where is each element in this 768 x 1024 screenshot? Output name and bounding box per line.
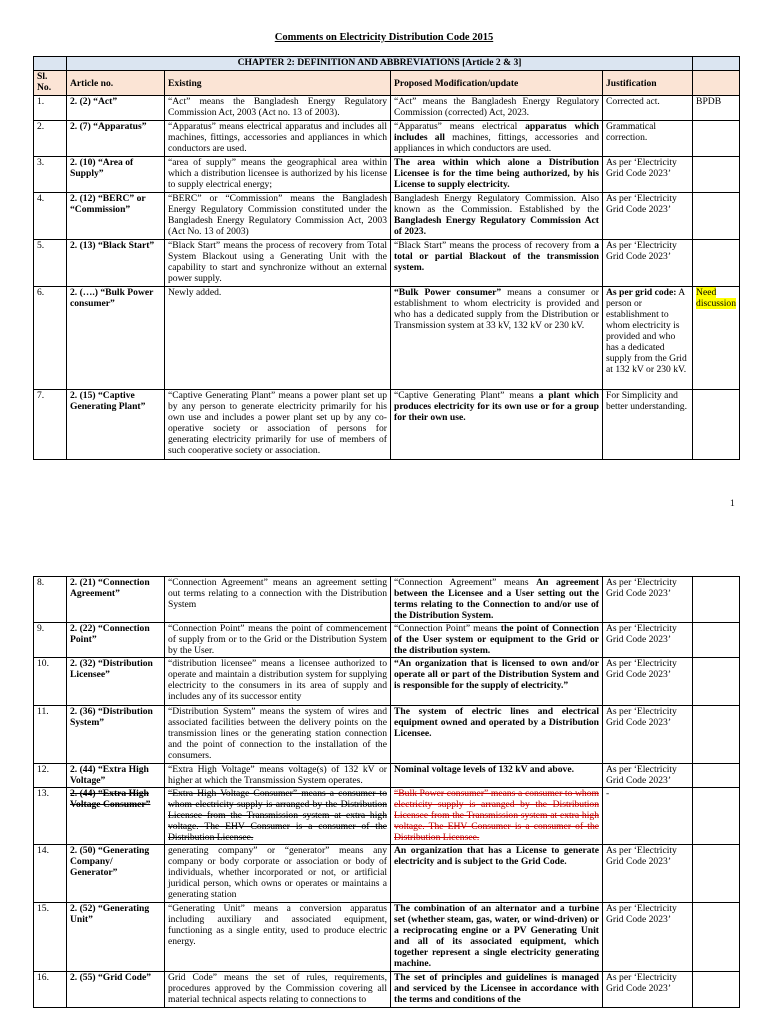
row-sl: 5. (34, 240, 67, 287)
row-proposed: “Bulk Power consumer” means a consumer or establishment to whom electricity is provided and who has a dedicated supply from the Distribution or Transmission system at 33 kV, 132 kV or 230 kV. (391, 287, 603, 390)
table-row (34, 193, 740, 240)
row-justification: As per ‘Electricity Grid Code 2023’ (603, 658, 693, 706)
row-justification: As per ‘Electricity Grid Code 2023’ (603, 623, 693, 658)
row-article: 2. (44) “Extra High Voltage Consumer” (67, 788, 165, 845)
row-remark (693, 287, 740, 390)
table-row (34, 706, 740, 764)
row-sl: 11. (34, 706, 67, 764)
table-row (34, 764, 740, 788)
header-existing: Existing (165, 71, 391, 96)
row-sl: 3. (34, 157, 67, 193)
row-justification: As per ‘Electricity Grid Code 2023’ (603, 903, 693, 972)
definitions-table-page-1 (33, 56, 740, 460)
row-proposed: “An organization that is licensed to own and/or operate all or part of the Distribution System and is responsible for the supply of electricity.” (391, 658, 603, 706)
row-proposed: Bangladesh Energy Regulatory Commission. Also known as the Commission. Established by the Bangladesh Energy Regulatory Commission Act of 2023. (391, 193, 603, 240)
row-article: 2. (13) “Black Start” (67, 240, 165, 287)
row-article: 2. (10) “Area of Supply” (67, 157, 165, 193)
row-proposed: “Act” means the Bangladesh Energy Regulatory Commission (corrected) Act, 2023. (391, 96, 603, 121)
definitions-table-page-2 (33, 576, 740, 1008)
row-existing: “Black Start” means the process of recovery from Total System Blackout using a Generating Unit with the capability to start and synchronize without an external power supply. (165, 240, 391, 287)
chapter-heading: CHAPTER 2: DEFINITION AND ABBREVIATIONS [Article 2 & 3] (67, 57, 693, 71)
row-justification: As per ‘Electricity Grid Code 2023’ (603, 157, 693, 193)
row-existing: “Extra High Voltage” means voltage(s) of 132 kV or higher at which the Transmission System operates. (165, 764, 391, 788)
need-discussion-highlight: Need discussion (696, 287, 737, 309)
row-justification: As per ‘Electricity Grid Code 2023’ (603, 240, 693, 287)
row-existing: “distribution licensee” means a licensee authorized to operate and maintain a distribution system for supplying electricity to the consumers in its area of supply and includes any of its successor entity (165, 658, 391, 706)
row-sl: 8. (34, 577, 67, 623)
table-row (34, 577, 740, 623)
row-sl: 14. (34, 845, 67, 903)
row-justification: As per grid code: A person or establishment to whom electricity is provided and who has a dedicated supply from the Grid at 132 kV or 230 kV. (603, 287, 693, 390)
table-row (34, 903, 740, 972)
row-proposed: The area within which alone a Distribution Licensee is for the time being authorized, by his License to supply electricity. (391, 157, 603, 193)
header-proposed: Proposed Modification/update (391, 71, 603, 96)
row-sl: 6. (34, 287, 67, 390)
row-justification: As per ‘Electricity Grid Code 2023’ (603, 193, 693, 240)
row-existing: “Act” means the Bangladesh Energy Regulatory Commission Act, 2003 (Act no. 13 of 2003). (165, 96, 391, 121)
row-article: 2. (50) “Generating Company/ Generator” (67, 845, 165, 903)
row-proposed: The set of principles and guidelines is managed and serviced by the Licensee in accordance with the terms and conditions of the (391, 972, 603, 1008)
row-justification: As per ‘Electricity Grid Code 2023’ (603, 577, 693, 623)
header-justification: Justification (603, 71, 693, 96)
row-existing: “Captive Generating Plant” means a power plant set up by any person to generate electricity primarily for his own use and includes a power plant set up by any co- operative society or association of persons for generating electricity primarily for use of members of such cooperative society or association. (165, 390, 391, 460)
row-existing: “Connection Point” means the point of commencement of supply from or to the Grid or the Distribution System by the User. (165, 623, 391, 658)
row-existing: “area of supply” means the geographical area within which a distribution licensee is authorized by his license to supply electrical energy; (165, 157, 391, 193)
row-proposed: “Bulk Power consumer” means a consumer to whom electricity supply is arranged by the Distribution Licensee from the Transmission system at extra high voltage. The EHV Consumer is a consumer of the Distribution Licensee. (391, 788, 603, 845)
row-sl: 1. (34, 96, 67, 121)
row-sl: 2. (34, 121, 67, 157)
table-row (34, 623, 740, 658)
table-row (34, 390, 740, 460)
table-row (34, 121, 740, 157)
row-article: 2. (52) “Generating Unit” (67, 903, 165, 972)
row-existing: “Distribution System” means the system of wires and associated facilities between the delivery points on the transmission lines or the generating station connection and the point of connection to the installation of the consumers. (165, 706, 391, 764)
row-existing: generating company” or “generator” means any company or body corporate or association or body of individuals, whether incorporated or not, or artificial juridical person, which owns or operates or maintains a generating station (165, 845, 391, 903)
row-article: 2. (21) “Connection Agreement” (67, 577, 165, 623)
row-article: 2. (32) “Distribution Licensee” (67, 658, 165, 706)
row-article: 2. (12) “BERC” or “Commission” (67, 193, 165, 240)
row-article: 2. (22) “Connection Point” (67, 623, 165, 658)
row-remark: BPDB (693, 96, 740, 121)
row-sl: 7. (34, 390, 67, 460)
table-row (34, 287, 740, 390)
row-sl: 9. (34, 623, 67, 658)
row-justification: As per ‘Electricity Grid Code 2023’ (603, 706, 693, 764)
row-sl: 10. (34, 658, 67, 706)
row-sl: 4. (34, 193, 67, 240)
row-existing: “Connection Agreement” means an agreement setting out terms relating to a connection with the Distribution System (165, 577, 391, 623)
row-justification: - (603, 788, 693, 845)
row-article: 2. (44) “Extra High Voltage” (67, 764, 165, 788)
row-proposed: The combination of an alternator and a turbine set (whether steam, gas, water, or wind-driven) or a reciprocating engine or a PV Generating Unit and all of its associated equipment, which together represent a single electricity generating machine. (391, 903, 603, 972)
row-sl: 13. (34, 788, 67, 845)
row-article: 2. (36) “Distribution System” (67, 706, 165, 764)
row-article: 2. (7) “Apparatus” (67, 121, 165, 157)
table-row (34, 240, 740, 287)
table-row (34, 96, 740, 121)
header-article: Article no. (67, 71, 165, 96)
row-sl: 16. (34, 972, 67, 1008)
row-justification: Grammatical correction. (603, 121, 693, 157)
table-row (34, 788, 740, 845)
row-existing: Newly added. (165, 287, 391, 390)
page-number: 1 (730, 499, 735, 509)
row-proposed: “Captive Generating Plant” means a plant which produces electricity for its own use or for a group for their own use. (391, 390, 603, 460)
document-title: Comments on Electricity Distribution Code 2015 (274, 32, 494, 43)
table-row (34, 157, 740, 193)
row-proposed: Nominal voltage levels of 132 kV and above. (391, 764, 603, 788)
row-sl: 12. (34, 764, 67, 788)
row-proposed: An organization that has a License to generate electricity and is subject to the Grid Code. (391, 845, 603, 903)
row-existing: “Apparatus” means electrical apparatus and includes all machines, fittings, accessories and appliances in which conductors are used. (165, 121, 391, 157)
header-sl: Sl. No. (34, 71, 67, 96)
table-row (34, 972, 740, 1008)
row-justification: As per ‘Electricity Grid Code 2023’ (603, 845, 693, 903)
row-proposed: The system of electric lines and electrical equipment owned and operated by a Distribution Licensee. (391, 706, 603, 764)
row-existing: “BERC” or “Commission” means the Bangladesh Energy Regulatory Commission constituted under the Bangladesh Energy Regulatory Commission Act, 2003 (Act No. 13 of 2003) (165, 193, 391, 240)
row-justification: As per ‘Electricity Grid Code 2023’ (603, 972, 693, 1008)
row-article: 2. (15) “Captive Generating Plant” (67, 390, 165, 460)
row-existing: “Generating Unit” means a conversion apparatus including auxiliary and associated equipment, functioning as a single entity, used to produce electric energy. (165, 903, 391, 972)
row-existing: “Extra High Voltage Consumer” means a consumer to whom electricity supply is arranged by the Distribution Licensee from the Transmission system at extra high voltage. The EHV Consumer is a consumer of the Distribution Licensee. (165, 788, 391, 845)
table-row (34, 658, 740, 706)
table-row (34, 845, 740, 903)
row-sl: 15. (34, 903, 67, 972)
row-proposed: “Black Start” means the process of recovery from a total or partial Blackout of the transmission system. (391, 240, 603, 287)
row-proposed: “Connection Agreement” means An agreement between the Licensee and a User setting out the terms relating to the Connection to and/or use of the Distribution System. (391, 577, 603, 623)
row-justification: Corrected act. (603, 96, 693, 121)
row-proposed: “Apparatus” means electrical apparatus which includes all machines, fittings, accessories and appliances in which conductors are used. (391, 121, 603, 157)
row-article: 2. (….) “Bulk Power consumer” (67, 287, 165, 390)
row-proposed: “Connection Point” means the point of Connection of the User system or equipment to the Grid or the distribution system. (391, 623, 603, 658)
row-existing: Grid Code” means the set of rules, requirements, procedures approved by the Commission covering all material technical aspects relating to connections to (165, 972, 391, 1008)
row-article: 2. (55) “Grid Code” (67, 972, 165, 1008)
row-article: 2. (2) “Act” (67, 96, 165, 121)
row-justification: As per ‘Electricity Grid Code 2023’ (603, 764, 693, 788)
row-justification: For Simplicity and better understanding. (603, 390, 693, 460)
